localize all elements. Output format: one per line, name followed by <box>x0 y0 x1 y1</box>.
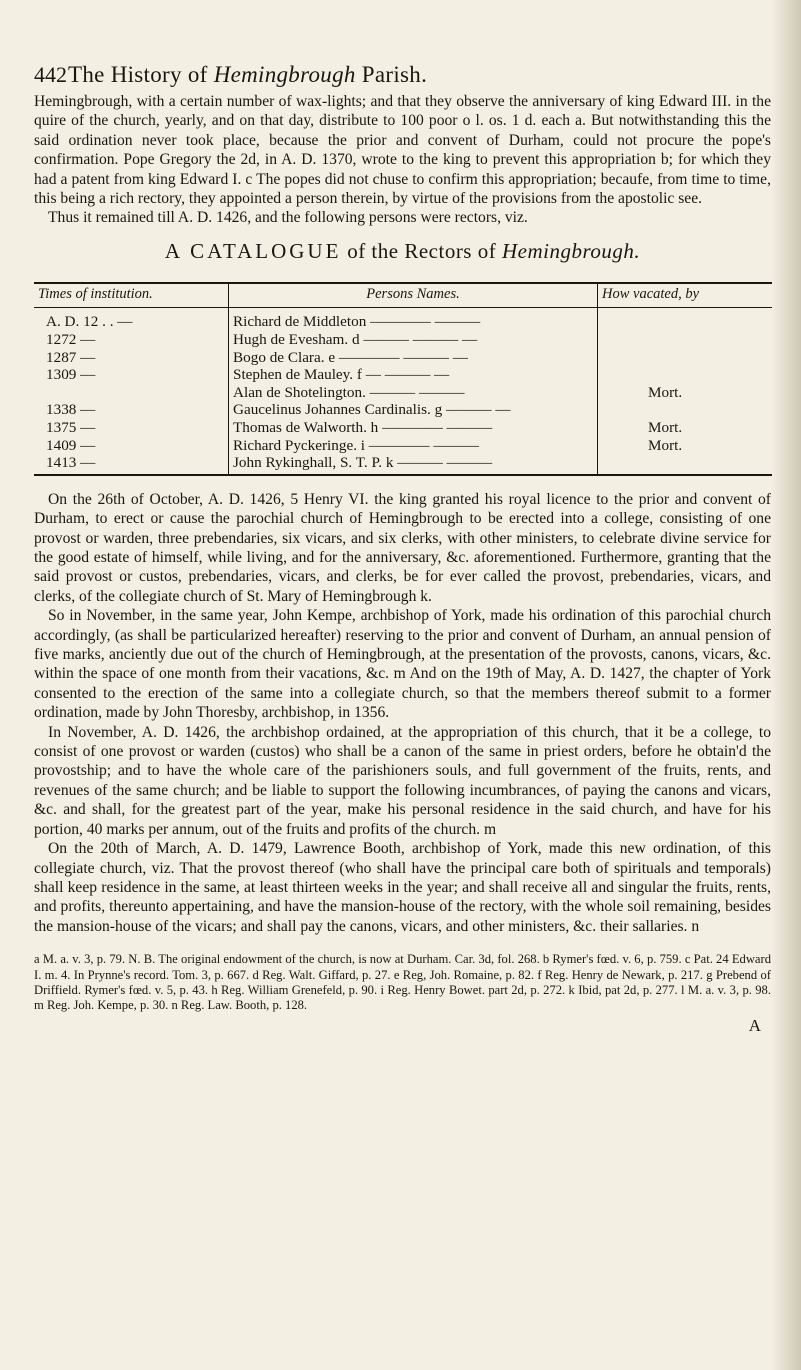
paragraph-2: Thus it remained till A. D. 1426, and the following persons were rectors, viz. <box>48 209 528 227</box>
col-vacated: How vacated, by <box>598 283 773 308</box>
paragraph-1: Hemingbrough, with a certain number of wax-lights; and that they observe the anniversary of king Edward III. in the quire of the church, yearly, and on that day, distribute to 100 poor o l. os. 1 d. each a. But notwithstanding this the said ordination never took place, because the prior and convent of Durham, could not procure the pope's confirmation. Pope Gregory the 2d, in A. D. 1370, wrote to the king to prevent this appropriation b; for which they had a patent from king Edward I. c The popes did not chuse to confirm this appropriation; becaufe, from time to time, this being a rich rectory, they appointed a person therein, by virtue of the provisions from the apostolic see. <box>34 93 771 208</box>
table-row: 1375 — Thomas de Walworth. h ———— ——— Mort. <box>46 419 683 436</box>
paragraph-4: So in November, in the same year, John Kempe, archbishop of York, made his ordination of this parochial church accordingly, (as shall be particularized hereafter) reserving to the prior and convent of Durham, an annual pension of five marks, anciently due out of the church of Hemingbrough, at the presentation of the provosts, canons, vicars, &c. within the space of one month from their vacations, &c. m And on the 19th of May, A. D. 1427, the chapter of York consented to the erection of the same into a collegiate church, so that the members thereof submit to a former ordination, made by John Thoresby, archbishop, in 1356. <box>34 607 771 722</box>
paragraph-3: On the 26th of October, A. D. 1426, 5 Henry VI. the king granted his royal licence to the prior and convent of Durham, to erect or cause the parochial church of Hemingbrough to be erected into a college, consisting of one provost or warden, three prebendaries, six vicars, and six clerks, with other ministers, to celebrate divine service for the good estate of himself, while living, and for the anniversary, &c. aforementioned. Furthermore, granting that the said provost or custos, prebendaries, vicars, and clerks, be for ever called the provost, prebendaries, vicars, and clerks, of the collegiate church of St. Mary of Hemingbrough k. <box>34 490 771 605</box>
table-row: 1287 — Bogo de Clara. e ———— ——— — <box>34 349 772 367</box>
catalogue-heading: A CATALOGUE of the Rectors of Hemingbrough. <box>164 238 641 263</box>
table-row: 1413 — John Rykinghall, S. T. P. k ——— ——— <box>34 454 772 475</box>
table-row: Alan de Shotelington. ——— ——— Mort. <box>34 384 772 402</box>
table-row: 1309 — Stephen de Mauley. f — ——— — <box>34 366 772 384</box>
page-number: 442 <box>34 62 67 87</box>
table-row: A. D. 12 . . — Richard de Middleton ———— ——— <box>34 308 772 331</box>
paragraph-6: On the 20th of March, A. D. 1479, Lawrence Booth, archbishop of York, made this new ordination, of this collegiate church, viz. That the provost thereof (who shall have the principal care both of spirituals and temporals) shall keep residence in the same, at least thirteen weeks in the year; and shall receive all and singular the fruits, rents, and profits, thereunto appertaining, and have the mansion-house of the rectory, with the whole soil remaining, besides the mansion-house of the vicars; and shall pay the canons, vicars, and other ministers, &c. their sallaries. n <box>34 840 771 935</box>
running-title: The History of Hemingbrough Parish. <box>68 62 428 87</box>
table-row: 1338 — Gaucelinus Johannes Cardinalis. g ——— — <box>34 401 772 419</box>
paragraph-5: In November, A. D. 1426, the archbishop ordained, at the appropriation of this church, that it be a college, to consist of one provost or warden (custos) who shall be a canon of the same in priest orders, before he obtain'd the provostship; and to have the whole care of the parishioners souls, and full government of the fruits, rents, and revenues of the same church; and be liable to support the following incumbrances, of paying the canons and vicars, &c. and shall, for the greatest part of the year, make his personal residence in the said church, and have for his portion, 40 marks per annum, out of the fruits and profits of the church. m <box>34 723 771 838</box>
table-header-row <box>34 283 772 308</box>
table-row: 1409 — Richard Pyckeringe. i ———— ——— Mort. <box>46 436 683 454</box>
running-header <box>34 62 771 92</box>
col-persons: Persons Names. <box>229 283 598 308</box>
page-edge-shadow <box>771 0 801 1370</box>
table-row: 1272 — Hugh de Evesham. d ——— ——— — <box>34 331 772 349</box>
col-times: Times of institution. <box>34 283 229 308</box>
catchword: A <box>748 1015 761 1035</box>
rectors-table <box>34 282 772 476</box>
footnotes: a M. a. v. 3, p. 79. N. B. The original endowment of the church, is now at Durham. Car. 3d, fol. 268. b Rymer's fœd. v. 6, p. 759. c Pat. 24 Edward I. m. 4. In Prynne's record. Tom. 3, p. 667. d Reg. Walt. Giffard, p. 27. e Reg, Joh. Romaine, p. 82. f Reg. Henry de Newark, p. 217. g Prebend of Driffield. Rymer's fœd. v. 5, p. 43. h Reg. William Grenefeld, p. 90. i Reg. Henry Bowet. part 2d, p. 272. k Ibid, pat 2d, p. 277. l M. a. v. 3, p. 98. m Reg. Joh. Kempe, p. 30. n Reg. Law. Booth, p. 128. <box>34 952 771 1013</box>
